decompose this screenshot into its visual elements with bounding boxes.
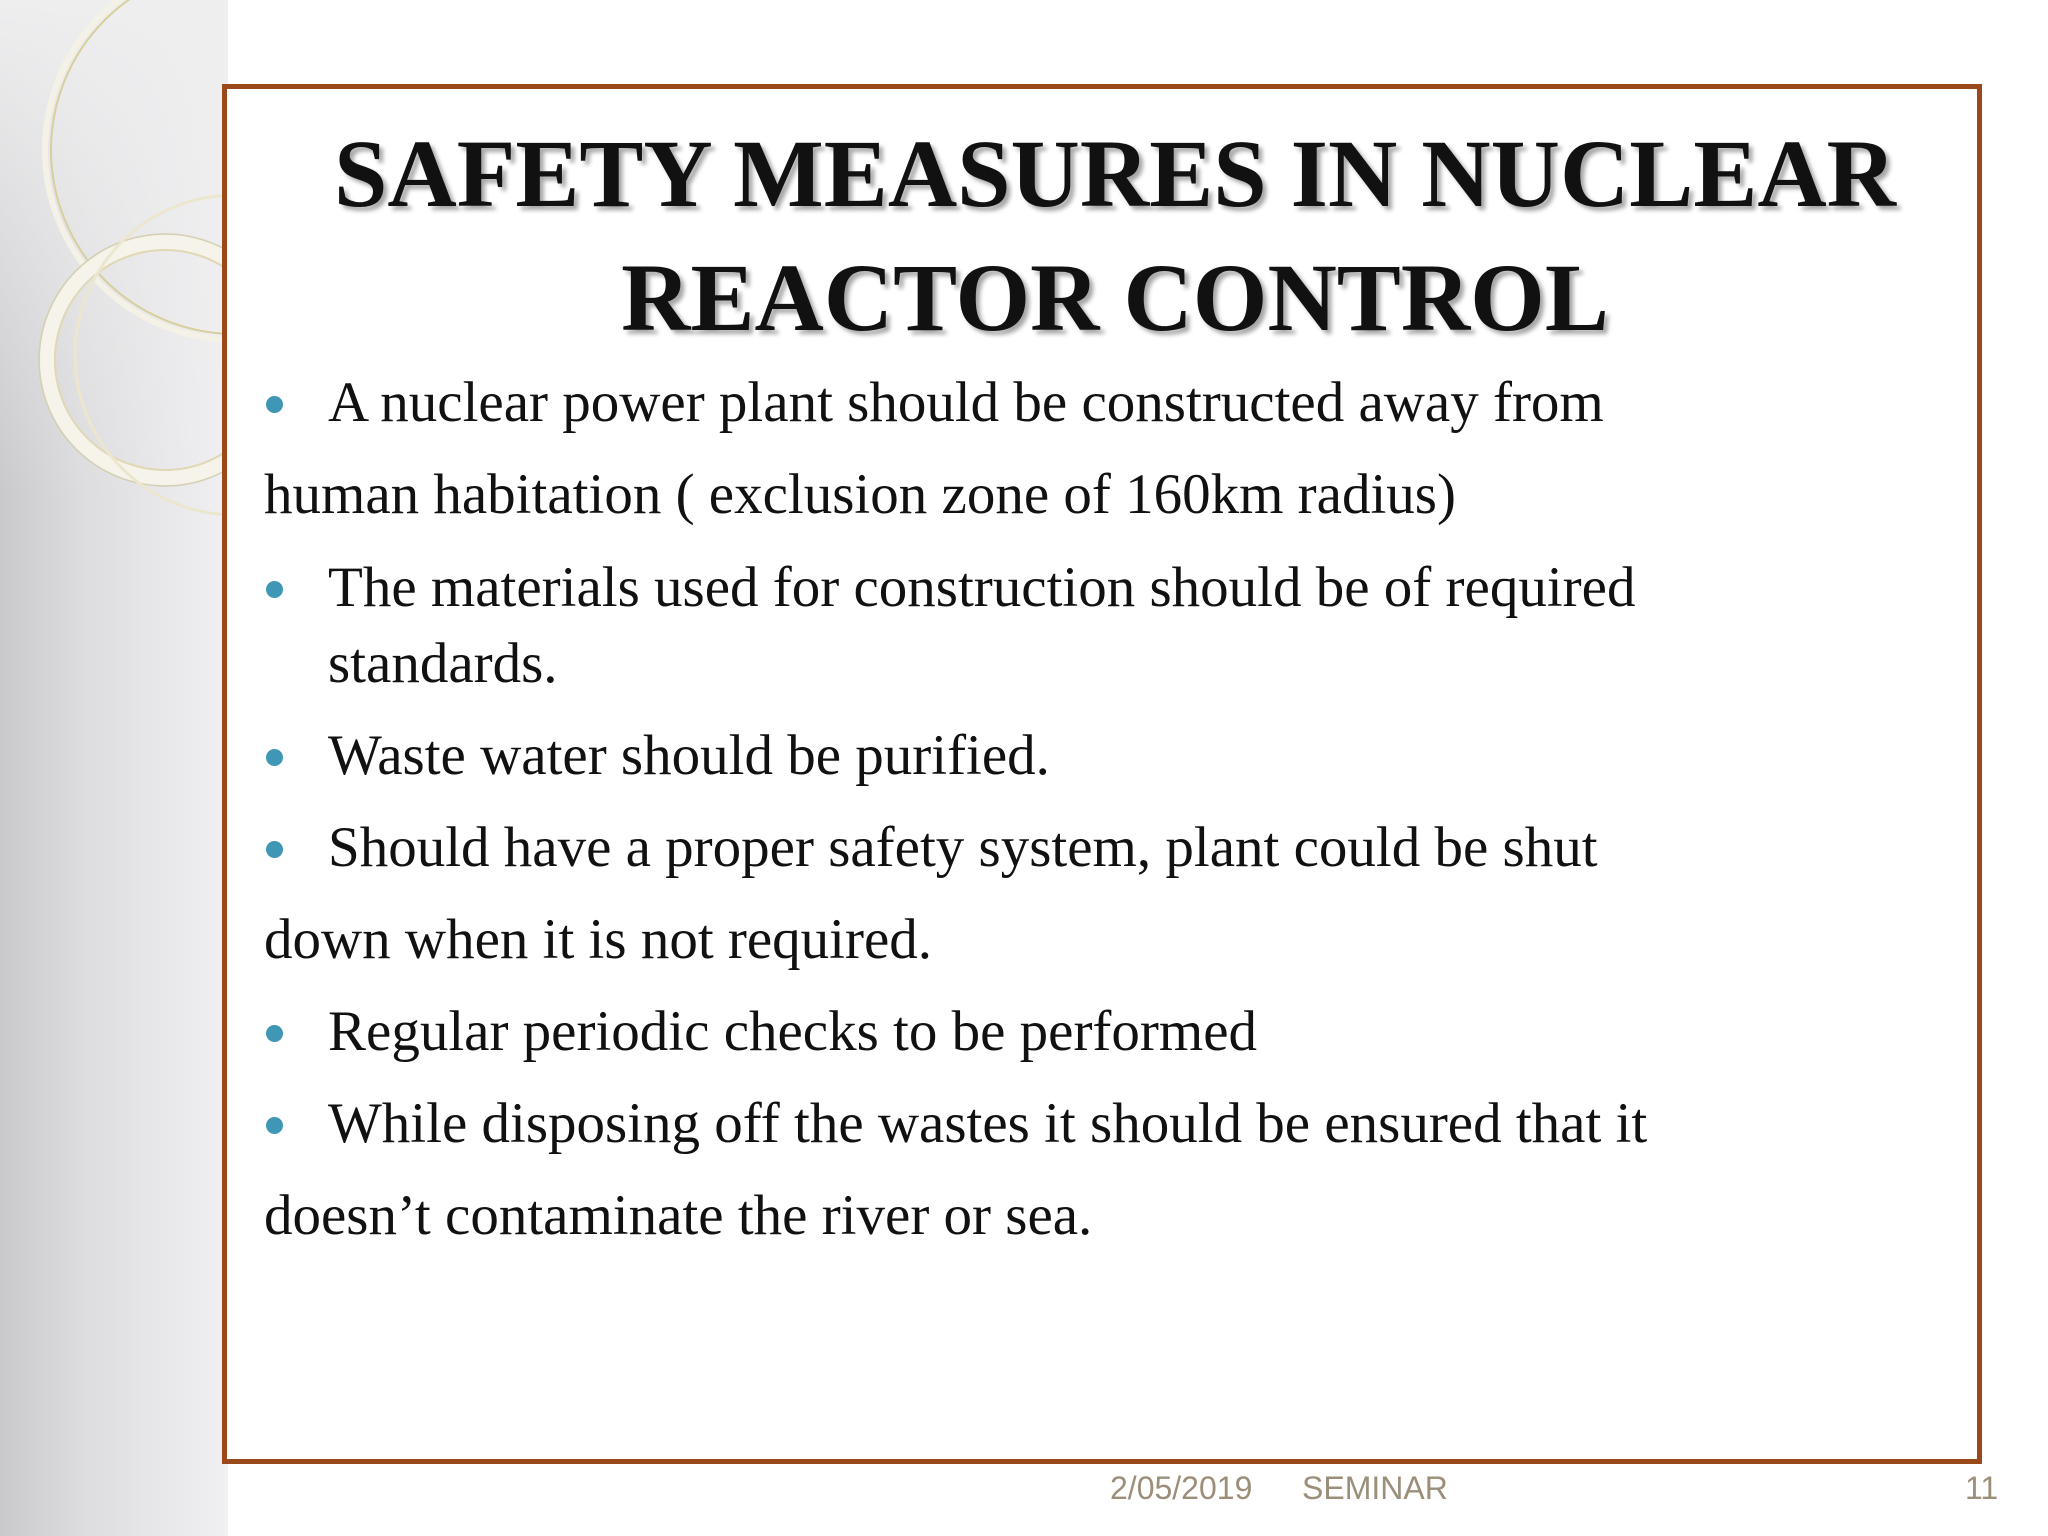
bullet-text: Waste water should be purified. [328,724,1050,787]
bullet-dot-icon [266,1025,283,1042]
bullet-text: While disposing off the wastes it should be ensured that it [328,1092,1648,1155]
slide-number: 11 [1965,1470,1999,1506]
bullet-item [262,711,1962,803]
bullet-list [262,358,1962,1263]
bullet-dot-icon [266,581,283,598]
bullet-continuation: doesn’t contaminate the river or sea. [264,1184,1093,1247]
bullet-continuation: down when it is not required. [264,908,933,971]
bullet-item [262,358,1962,543]
bullet-item [262,543,1962,711]
bullet-item [262,803,1962,987]
title-line-1: SAFETY MEASURES IN NUCLEAR [333,120,1896,227]
footer-label: SEMINAR [1302,1470,1448,1506]
bullet-dot-icon [266,749,283,766]
slide-title [250,112,1980,360]
title-line-2: REACTOR CONTROL [621,244,1609,351]
bullet-dot-icon [266,841,283,858]
bullet-continuation: human habitation ( exclusion zone of 160km radius) [264,463,1456,526]
bullet-text: Regular periodic checks to be performed [328,1000,1258,1063]
decorative-rings-icon [0,0,230,520]
bullet-text: A nuclear power plant should be constructed away from [328,371,1604,434]
bullet-dot-icon [266,1117,283,1134]
bullet-text: Should have a proper safety system, plant could be shut [328,816,1598,879]
bullet-dot-icon [266,396,283,413]
bullet-item [262,987,1962,1079]
footer-date: 2/05/2019 [1110,1470,1253,1506]
bullet-item [262,1079,1962,1263]
bullet-continuation: standards. [328,632,558,695]
bullet-text: The materials used for construction should be of required [328,556,1636,619]
